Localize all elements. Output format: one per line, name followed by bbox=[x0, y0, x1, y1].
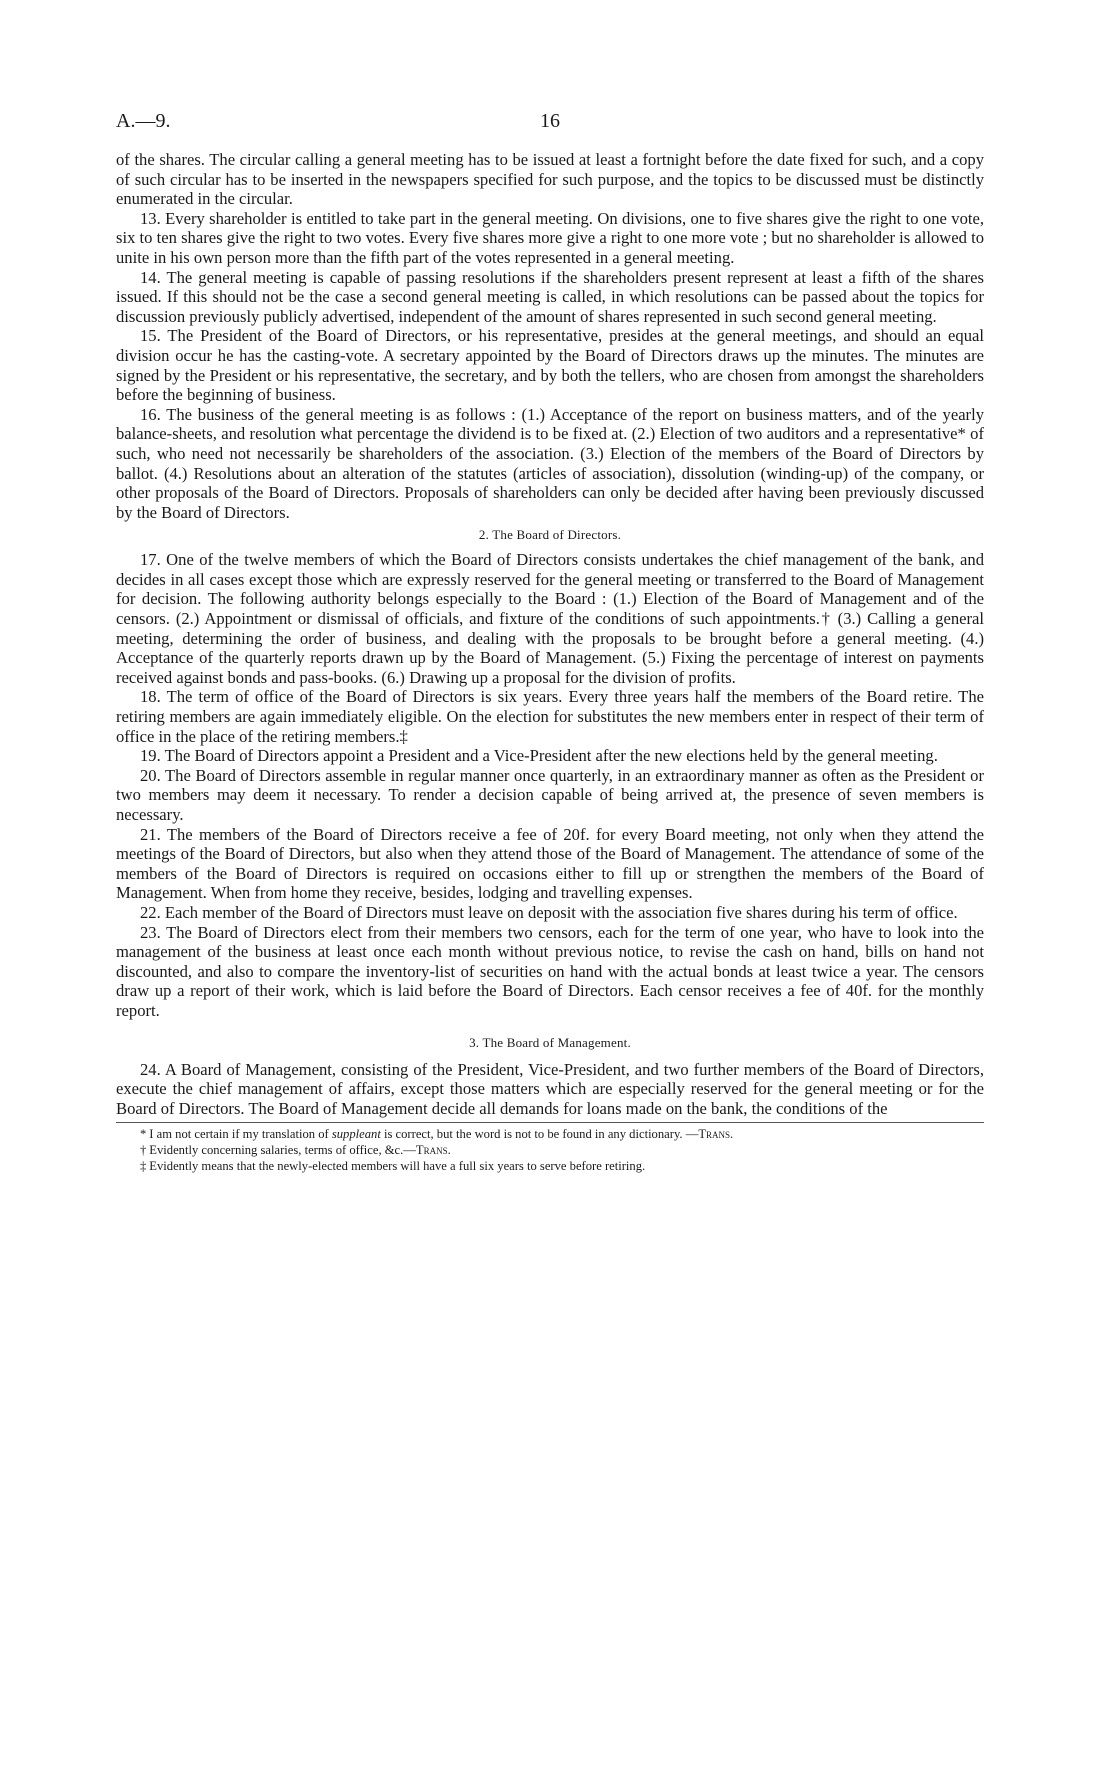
paragraph-19: 19. The Board of Directors appoint a President and a Vice-President after the new elections held by the general meeting. bbox=[140, 746, 938, 766]
paragraph-13: 13. Every shareholder is entitled to take part in the general meeting. On divisions, one to five shares give the right to one vote, six to ten shares give the right to two votes. Every five shares more give a right to one more vote ; but no shareholder is allowed to unite in his own person more than the fifth part of the votes represented in a general meeting. bbox=[116, 208, 984, 267]
paragraph-continuation: of the shares. The circular calling a general meeting has to be issued at least a fortnight before the date fixed for such, and a copy of such circular has to be inserted in the newspapers specified for such purpose, and the topics to be discussed must be distinctly enumerated in the circular. bbox=[116, 150, 984, 209]
paragraph-21: 21. The members of the Board of Directors receive a fee of 20f. for every Board meeting, not only when they attend the meetings of the Board of Directors, but also when they attend those of the Board of Management. The attendance of some of the members of the Board of Directors is required on occasions either to fill up or strengthen the members of the Board of Management. When from home they receive, besides, lodging and travelling expenses. bbox=[116, 824, 984, 903]
paragraph-17: 17. One of the twelve members of which the Board of Directors consists undertakes the chief management of the bank, and decides in all cases except those which are expressly reserved for the general meeting or transferred to the Board of Management for decision. The following authority belongs especially to the Board : (1.) Election of the Board of Management and of the censors. (2.) Appointment or dismissal of officials, and fixture of the conditions of such appointments.† (3.) Calling a general meeting, determining the order of business, and dealing with the proposals to be brought before a general meeting. (4.) Acceptance of the quarterly reports drawn up by the Board of Management. (5.) Fixing the percentage of interest on payments received against bonds and pass-books. (6.) Drawing up a proposal for the division of profits. bbox=[116, 550, 984, 687]
paragraph-16: 16. The business of the general meeting is as follows : (1.) Acceptance of the report on business matters, and of the yearly balance-sheets, and resolution what percentage the dividend is to be fixed at. (2.) Election of two auditors and a representative* of such, who need not necessarily be shareholders of the association. (3.) Election of the members of the Board of Directors by ballot. (4.) Resolutions about an alteration of the statutes (articles of association), dissolution (winding-up) of the company, or other proposals of the Board of Directors. Proposals of shareholders can only be decided after having been previously discussed by the Board of Directors. bbox=[116, 404, 984, 522]
page-header bbox=[116, 110, 984, 150]
footnote-text: I am not certain if my translation of bbox=[149, 1127, 329, 1142]
footnote-mark: † bbox=[140, 1143, 147, 1158]
footnote-text: Evidently concerning salaries, terms of office, &c.— bbox=[149, 1143, 416, 1158]
paragraph-20: 20. The Board of Directors assemble in regular manner once quarterly, in an extraordinary manner as often as the President or two members may deem it necessary. To render a decision capable of being arrived at, the presence of seven members is necessary. bbox=[116, 765, 984, 824]
body-text-middle bbox=[116, 550, 984, 1020]
footnotes bbox=[116, 1126, 984, 1174]
body-text-top bbox=[116, 150, 984, 522]
document-reference: A.—9. bbox=[116, 110, 171, 132]
footnote-mark: * bbox=[140, 1127, 147, 1142]
document-page bbox=[116, 110, 984, 1174]
paragraph-14: 14. The general meeting is capable of passing resolutions if the shareholders present represent at least a fifth of the shares issued. If this should not be the case a second general meeting is called, in which resolutions can be passed about the topics for discussion previously publicly advertised, independent of the amount of shares represented in such second general meeting. bbox=[116, 267, 984, 326]
footnote-2 bbox=[116, 1142, 984, 1158]
section-heading-board-of-directors: 2. The Board of Directors. bbox=[478, 527, 622, 543]
footnote-divider bbox=[116, 1122, 984, 1123]
paragraph-15: 15. The President of the Board of Directors, or his representative, presides at the general meetings, and should an equal division occur he has the casting-vote. A secretary appointed by the Board of Directors draws up the minutes. The minutes are signed by the President or his representative, the secretary, and by both the tellers, who are chosen from amongst the shareholders before the beginning of business. bbox=[116, 326, 984, 405]
paragraph-23: 23. The Board of Directors elect from their members two censors, each for the term of one year, who have to look into the management of the business at least once each month without previous notice, to revise the cash on hand, bills on hand not discounted, and also to compare the inventory-list of securities on hand with the actual bonds at least twice a year. The censors draw up a report of their work, which is laid before the Board of Directors. Each censor receives a fee of 40f. for the monthly report. bbox=[116, 922, 984, 1020]
translator-note: Trans. bbox=[415, 1143, 451, 1158]
section-heading-board-of-management: 3. The Board of Management. bbox=[469, 1034, 631, 1050]
paragraph-24: 24. A Board of Management, consisting of the President, Vice-President, and two further members of the Board of Directors, execute the chief management of affairs, except those matters which are especially reserved for the general meeting or for the Board of Directors. The Board of Management decide all demands for loans made on the bank, the conditions of the bbox=[116, 1059, 984, 1118]
footnote-1 bbox=[116, 1126, 984, 1142]
footnote-mark: ‡ bbox=[140, 1159, 147, 1174]
footnote-italic-word: suppleant bbox=[331, 1127, 381, 1142]
paragraph-22: 22. Each member of the Board of Directors must leave on deposit with the association five shares during his term of office. bbox=[140, 902, 958, 922]
paragraph-18: 18. The term of office of the Board of Directors is six years. Every three years half the members of the Board retire. The retiring members are again immediately eligible. On the election for substitutes the new members enter in respect of their term of office in the place of the retiring members.‡ bbox=[116, 687, 984, 746]
body-text-bottom bbox=[116, 1060, 984, 1119]
footnote-text: is correct, but the word is not to be found in any dictionary. bbox=[384, 1127, 683, 1142]
footnote-text: Evidently means that the newly-elected members will have a full six years to serve before retiring. bbox=[149, 1159, 646, 1174]
translator-note: —Trans. bbox=[685, 1127, 734, 1142]
footnote-3 bbox=[116, 1158, 984, 1174]
page-number: 16 bbox=[540, 110, 560, 132]
